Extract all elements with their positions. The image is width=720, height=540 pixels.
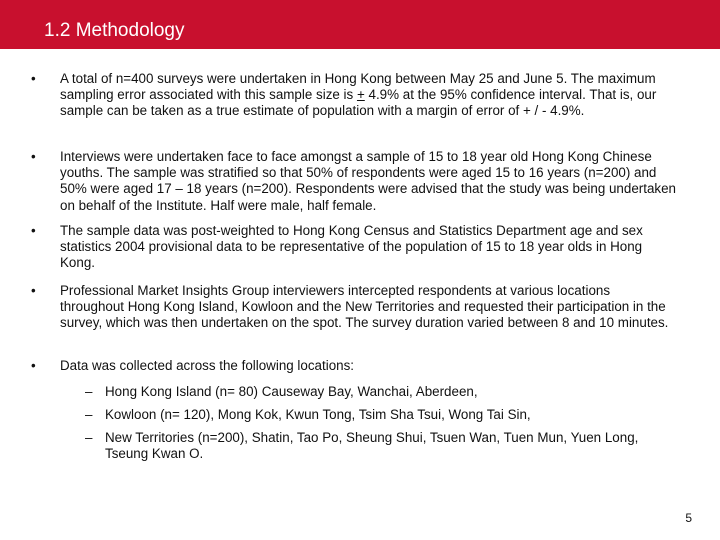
bullet-item-sample-size xyxy=(31,71,677,120)
bullet-dot-icon: • xyxy=(31,283,36,298)
bullet-text: Data was collected across the following locations: xyxy=(60,358,354,373)
bullet-text: A total of n=400 surveys were undertaken in Hong Kong between May 25 and June 5. The maximum sampling error associated with this sample size is + 4.9% at the 95% confidence interval. That is, our sample can be taken as a true estimate of population with a margin of error of + / - 4.9%. xyxy=(60,71,657,119)
bullet-text: Interviews were undertaken face to face amongst a sample of 15 to 18 year old Hong Kong Chinese youths. The sample was stratified so that 50% of respondents were aged 15 to 16 years (n=200) and 50% were aged 17 – 18 years (n=200). Respondents were advised that the study was being undertaken on behalf of the Institute. Half were male, half female. xyxy=(60,149,676,213)
bullet-dot-icon: • xyxy=(31,223,36,238)
page-number: 5 xyxy=(685,511,692,525)
plus-sign-underlined: + xyxy=(356,87,365,103)
location-item-new-territories xyxy=(85,430,677,462)
bullet-dot-icon: • xyxy=(31,358,36,373)
bullet-item-interviews xyxy=(31,149,677,214)
bullet-text: Professional Market Insights Group interviewers intercepted respondents at various locations throughout Hong Kong Island, Kowloon and the New Territories and requested their participation in the survey, which was then undertaken on the spot. The survey duration varied between 8 and 10 minutes. xyxy=(60,283,669,331)
dash-icon: – xyxy=(85,384,93,399)
location-item-hong-kong-island xyxy=(85,384,677,400)
bullet-dot-icon: • xyxy=(31,71,36,86)
bullet-item-locations xyxy=(31,358,677,374)
bullet-text: The sample data was post-weighted to Hong Kong Census and Statistics Department age and sex statistics 2004 provisional data to be representative of the population of 15 to 18 year olds in Hong Kong. xyxy=(60,223,643,271)
location-text: Kowloon (n= 120), Mong Kok, Kwun Tong, Tsim Sha Tsui, Wong Tai Sin, xyxy=(105,407,531,422)
bullet-item-weighting xyxy=(31,223,677,272)
location-item-kowloon xyxy=(85,407,677,423)
dash-icon: – xyxy=(85,407,93,422)
slide-title: 1.2 Methodology xyxy=(44,20,185,41)
bullet-item-fieldwork xyxy=(31,283,677,332)
bullet-dot-icon: • xyxy=(31,149,36,164)
dash-icon: – xyxy=(85,430,93,445)
location-text: Hong Kong Island (n= 80) Causeway Bay, Wanchai, Aberdeen, xyxy=(105,384,478,399)
location-text: New Territories (n=200), Shatin, Tao Po, Sheung Shui, Tsuen Wan, Tuen Mun, Yuen Long, Tseung Kwan O. xyxy=(105,430,639,462)
